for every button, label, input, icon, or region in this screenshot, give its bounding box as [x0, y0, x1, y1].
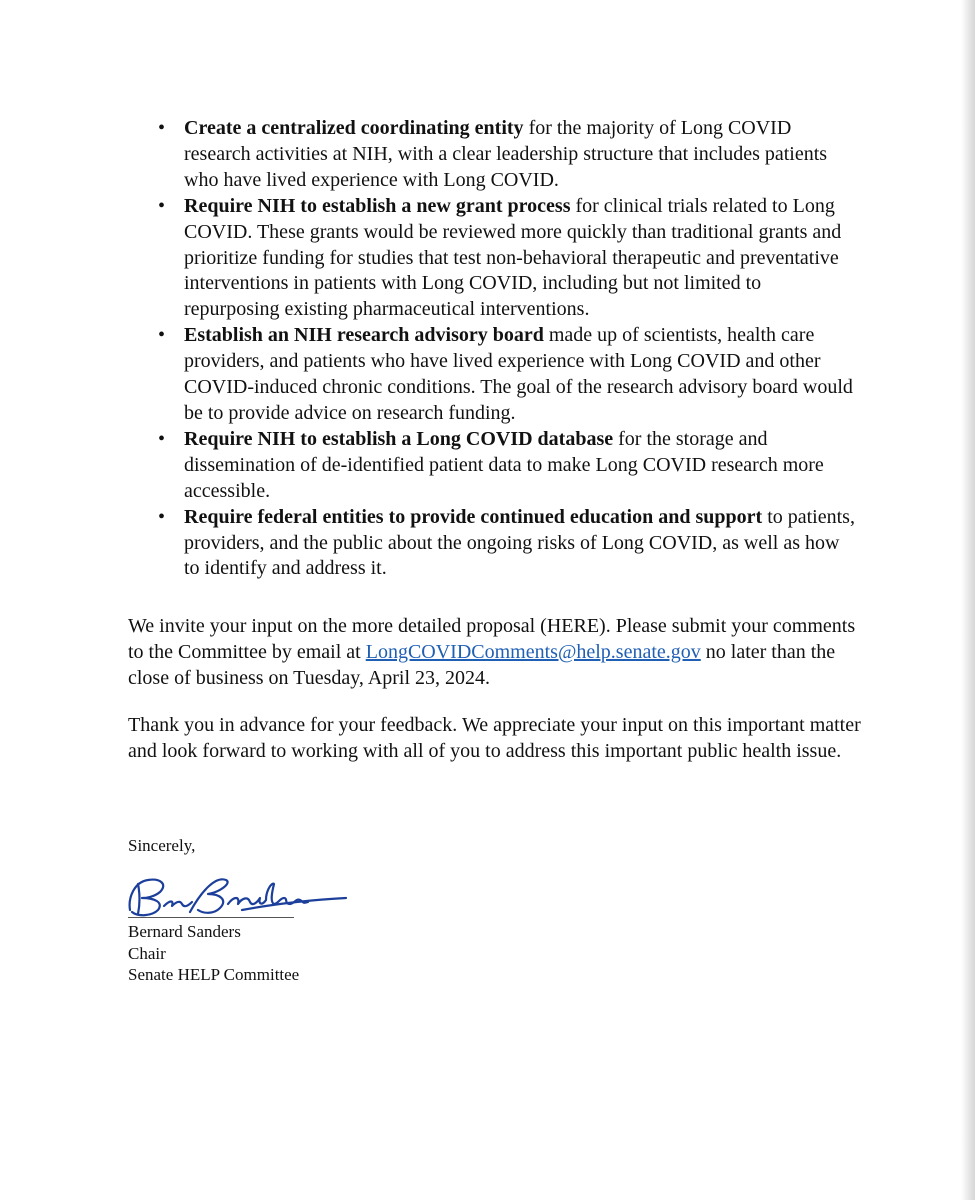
signature-line	[128, 917, 294, 918]
bullet-icon: •	[158, 505, 166, 528]
list-item-heading: Require NIH to establish a Long COVID database	[184, 427, 614, 450]
bullet-icon: •	[158, 427, 166, 450]
signature-stroke	[164, 902, 192, 907]
signature-stroke	[130, 880, 164, 916]
thank-you-paragraph: Thank you in advance for your feedback. We appreciate your input on this important matter and look forward to working with all of you to address this important public health issue.	[128, 714, 861, 762]
signer-name: Bernard Sanders	[128, 922, 241, 941]
list-item-body: to patients, providers, and the public about the ongoing risks of Long COVID, as well as how to identify and address it.	[184, 505, 855, 580]
list-item-body: for clinical trials related to Long COVID. These grants would be reviewed more quickly than traditional grants and prioritize funding for studies that test non-behavioral therapeutic and preventative interventions in patients with Long COVID, including but not limited to repurposing existing pharmaceutical interventions.	[184, 194, 842, 321]
list-item	[158, 323, 858, 427]
paragraph-text: no later than the close of business on Tuesday, April 23, 2024.	[128, 640, 836, 689]
list-item	[158, 427, 858, 505]
input-request-paragraph	[128, 614, 868, 692]
list-item-text	[184, 195, 841, 321]
list-item	[158, 116, 858, 194]
signer-title: Chair	[128, 943, 166, 963]
list-item-heading: Require NIH to establish a new grant process	[184, 194, 571, 217]
bullet-icon: •	[158, 117, 166, 139]
list-item-heading: Require federal entities to provide continued education and support	[184, 505, 763, 528]
handwritten-signature	[124, 870, 354, 922]
signature-block	[128, 921, 299, 986]
paragraph-text: We invite your input on the more detailed proposal (HERE). Please submit your comments to the Committee by email at	[128, 615, 856, 663]
list-item-text	[184, 117, 827, 191]
signature-stroke	[138, 884, 140, 914]
list-item-body: for the storage and dissemination of de-identified patient data to make Long COVID research more accessible.	[184, 427, 824, 502]
list-item-text	[184, 428, 824, 502]
list-item	[158, 194, 858, 324]
list-item-body: made up of scientists, health care providers, and patients who have lived experience with Long COVID and other COVID-induced chronic conditions. The goal of the research advisory board would be to provide advice on research funding.	[184, 324, 853, 424]
recommendation-list	[158, 116, 858, 582]
signer-committee: Senate HELP Committee	[128, 965, 300, 984]
page-edge-shadow	[961, 0, 975, 1200]
list-item-text	[184, 324, 853, 424]
email-link[interactable]: LongCOVIDComments@help.senate.gov	[365, 640, 701, 663]
list-item-heading: Establish an NIH research advisory board	[184, 324, 544, 347]
list-item-text	[184, 506, 855, 580]
list-item-heading: Create a centralized coordinating entity	[184, 117, 524, 139]
bullet-icon: •	[158, 194, 166, 217]
list-item-body: for the majority of Long COVID research activities at NIH, with a clear leadership structure that includes patients who have lived experience with Long COVID.	[184, 117, 828, 191]
closing-salutation: Sincerely,	[128, 836, 196, 855]
bullet-icon: •	[158, 324, 166, 347]
signature-stroke	[190, 879, 228, 912]
list-item	[158, 505, 858, 583]
